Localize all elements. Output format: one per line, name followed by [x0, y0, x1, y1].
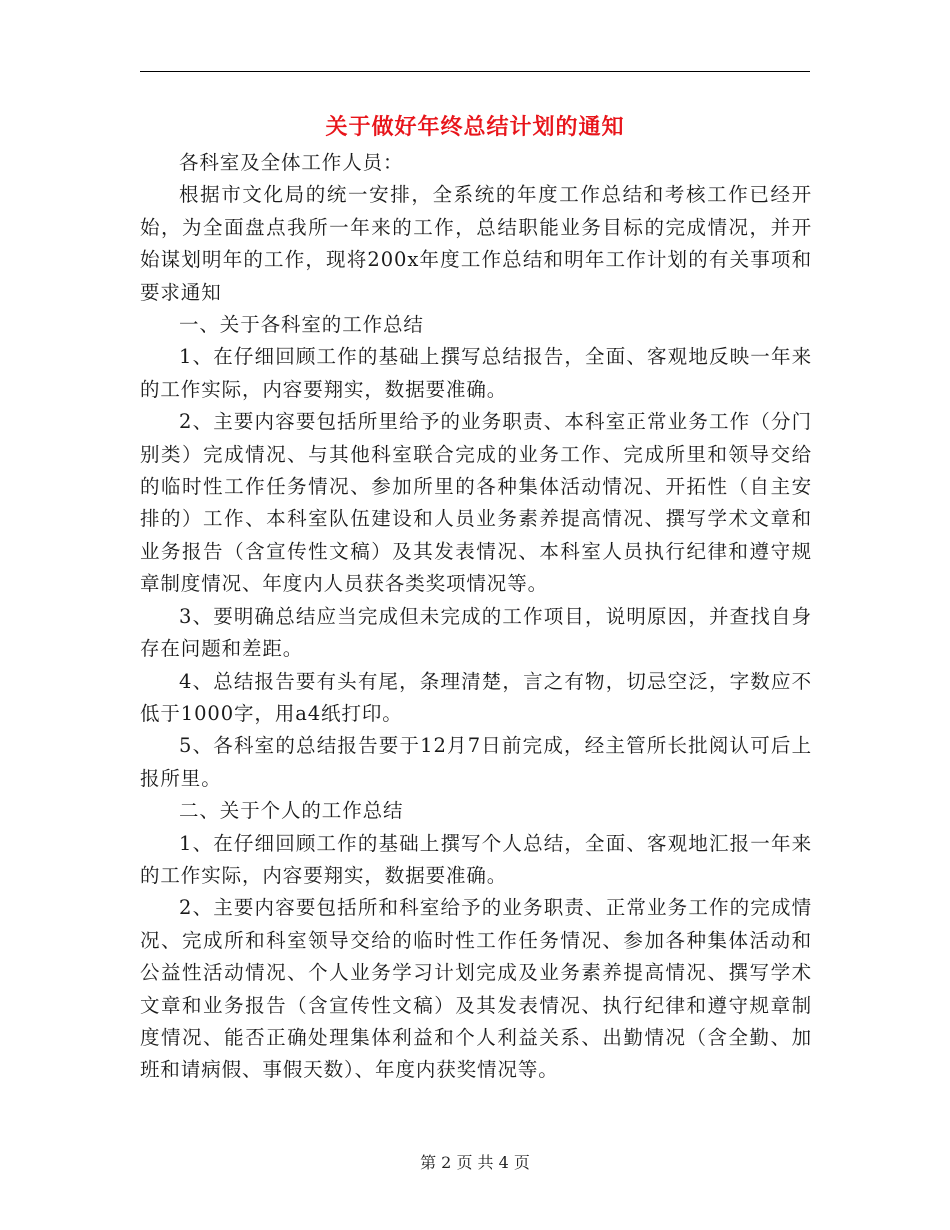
document-title: 关于做好年终总结计划的通知 [325, 114, 625, 140]
department-item-4: 4、总结报告要有头有尾，条理清楚，言之有物，切忌空泛，字数应不低于1000字，用a4纸打印。 [140, 669, 812, 725]
personal-item-2: 2、主要内容要包括所和科室给予的业务职责、正常业务工作的完成情况、完成所和科室领导交给的临时性工作任务情况、参加各种集体活动和公益性活动情况、个人业务学习计划完成及业务素养提高情况、撰写学术文章和业务报告（含宣传性文稿）及其发表情况、执行纪律和遵守规章制度情况、能否正确处理集体利益和个人利益关系、出勤情况（含全勤、加班和请病假、事假天数）、年度内获奖情况等。 [140, 896, 812, 1082]
document-body [140, 147, 812, 1087]
page-number-label: 第 2 页 共 4 页 [420, 1153, 530, 1172]
salutation: 各科室及全体工作人员： [179, 151, 404, 174]
section-heading-personal: 二、关于个人的工作总结 [179, 799, 404, 823]
intro-paragraph: 根据市文化局的统一安排，全系统的年度工作总结和考核工作已经开始，为全面盘点我所一年来的工作，总结职能业务目标的完成情况，并开始谋划明年的工作，现将200x年度工作总结和明年工作计划的有关事项和要求通知 [140, 183, 812, 304]
department-item-5: 5、各科室的总结报告要于12月7日前完成，经主管所长批阅认可后上报所里。 [140, 734, 812, 790]
section-heading-department: 一、关于各科室的工作总结 [179, 313, 424, 337]
header-rule [140, 71, 810, 72]
personal-item-1: 1、在仔细回顾工作的基础上撰写个人总结，全面、客观地汇报一年来的工作实际，内容要翔实，数据要准确。 [140, 831, 812, 887]
page-number-footer [0, 1152, 950, 1174]
department-item-1: 1、在仔细回顾工作的基础上撰写总结报告，全面、客观地反映一年来的工作实际，内容要翔实，数据要准确。 [140, 345, 812, 401]
department-item-3: 3、要明确总结应当完成但未完成的工作项目，说明原因，并查找自身存在问题和差距。 [140, 604, 812, 661]
department-item-2: 2、主要内容要包括所里给予的业务职责、本科室正常业务工作（分门别类）完成情况、与其他科室联合完成的业务工作、完成所里和领导交给的临时性工作任务情况、参加所里的各种集体活动情况、开拓性（自主安排的）工作、本科室队伍建设和人员业务素养提高情况、撰写学术文章和业务报告（含宣传性文稿）及其发表情况、本科室人员执行纪律和遵守规章制度情况、年度内人员获各类奖项情况等。 [140, 410, 812, 596]
